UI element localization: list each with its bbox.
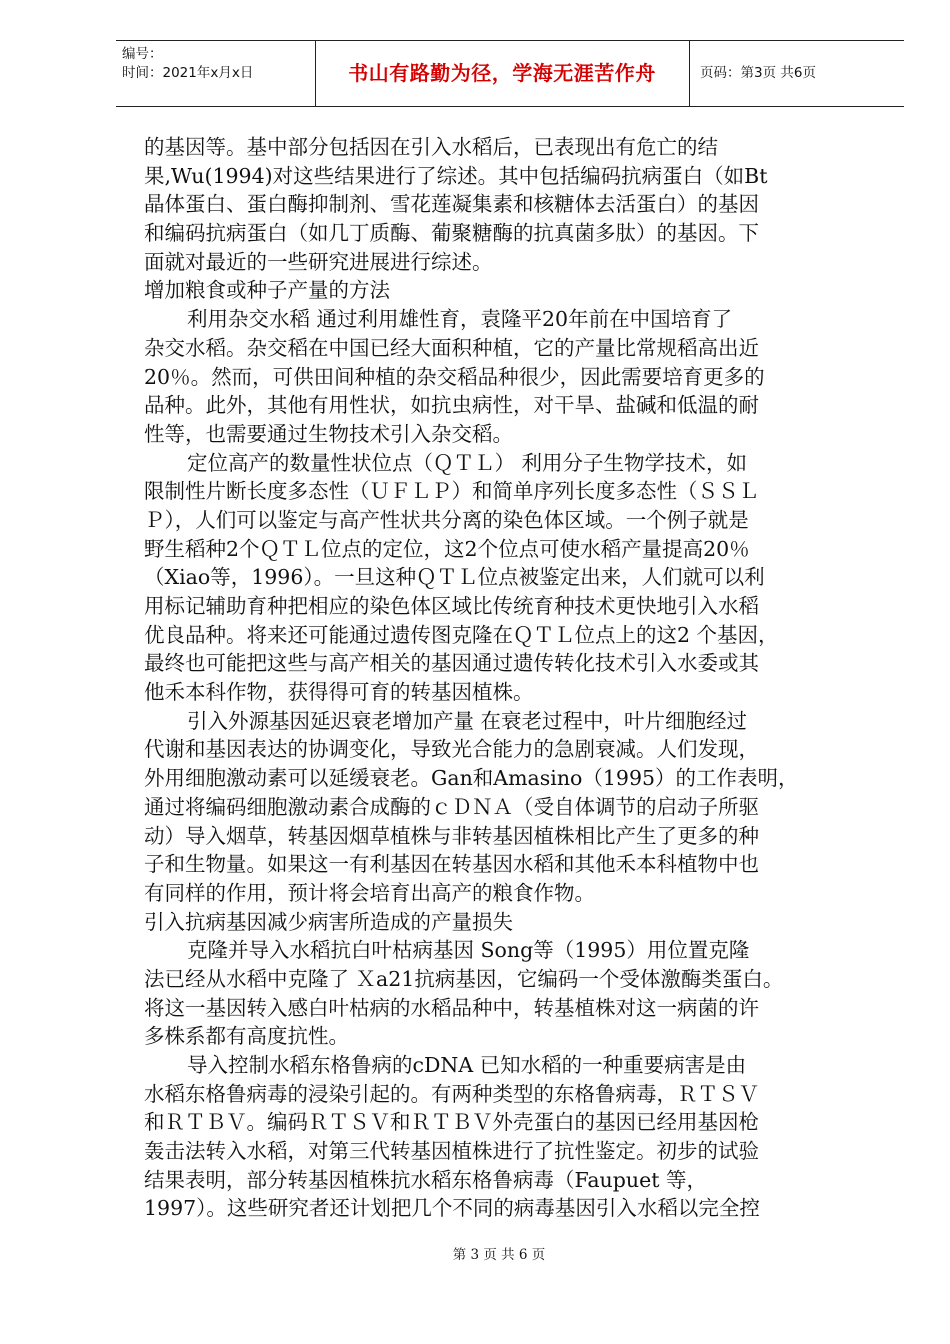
text-line: 结果表明，部分转基因植株抗水稻东格鲁病毒（Faupuet 等， [144, 1167, 707, 1192]
header-number: 编号： [122, 46, 163, 62]
text-line: 轰击法转入水稻，对第三代转基因植株进行了抗性鉴定。初步的试验 [144, 1139, 759, 1164]
text-line: 他禾本科作物，获得得可育的转基因植株。 [144, 680, 534, 705]
text-line: 法已经从水稻中克隆了 Ｘa21抗病基因，它编码一个受体激酶类蛋白。 [144, 966, 784, 991]
text-line: 杂交水稻。杂交稻在中国已经大面积种植，它的产量比常规稻高出近 [144, 335, 759, 360]
text-line: 的基因等。基中部分包括因在引入水稻后，已表现出有危亡的结 [144, 135, 718, 159]
text-line: 子和生物量。如果这一有利基因在转基因水稻和其他禾本科植物中也 [144, 852, 759, 877]
document-body [144, 133, 894, 1223]
page-header [116, 40, 904, 107]
text-line: 代谢和基因表达的协调变化，导致光合能力的急剧衰减。人们发现， [144, 737, 759, 762]
text-line: 品种。此外，其他有用性状，如抗虫病性，对干旱、盐碱和低温的耐 [144, 393, 759, 418]
text-line: 动）导入烟草，转基因烟草植株与非转基因植株相比产生了更多的种 [144, 823, 759, 848]
text-line: 性等，也需要通过生物技术引入杂交稻。 [144, 421, 513, 446]
header-meta [122, 45, 253, 83]
header-divider [689, 41, 690, 106]
text-line: 晶体蛋白、蛋白酶抑制剂、雪花莲凝集素和核糖体去活蛋白）的基因 [144, 192, 759, 217]
text-line: 面就对最近的一些研究进展进行综述。 [144, 249, 493, 274]
text-line: 引入外源基因延迟衰老增加产量 在衰老过程中，叶片细胞经过 [187, 708, 748, 733]
text-line: 定位高产的数量性状位点（ＱＴＬ） 利用分子生物学技术，如 [187, 450, 748, 475]
text-line: （Xiao等，1996）。一旦这种ＱＴＬ位点被鉴定出来，人们就可以利 [144, 565, 765, 590]
text-line: 通过将编码细胞激动素合成酶的ｃＤＮＡ（受自体调节的启动子所驱 [144, 794, 759, 819]
text-line: 最终也可能把这些与高产相关的基因通过遗传转化技术引入水委或其 [144, 651, 759, 676]
text-line: 有同样的作用，预计将会培育出高产的粮食作物。 [144, 880, 595, 905]
text-line: Ｐ），人们可以鉴定与高产性状共分离的染色体区域。一个例子就是 [144, 507, 749, 532]
text-line: 外用细胞激动素可以延缓衰老。Gan和Amasino（1995）的工作表明， [144, 766, 799, 791]
header-page-number: 页码：第3页 共6页 [700, 65, 816, 81]
page-footer: 第 3 页 共 6 页 [452, 1247, 546, 1263]
header-time: 时间：2021年x月x日 [122, 65, 254, 81]
text-line: 1997）。这些研究者还计划把几个不同的病毒基因引入水稻以完全控 [144, 1196, 760, 1221]
text-line: 利用杂交水稻 通过利用雄性育，袁隆平20年前在中国培育了 [187, 307, 733, 332]
text-line: 多株系都有高度抗性。 [144, 1024, 349, 1049]
text-line: 优良品种。将来还可能通过遗传图克隆在ＱＴＬ位点上的这2 个基因， [144, 622, 779, 647]
text-line: 限制性片断长度多态性（ＵＦＬＰ）和简单序列长度多态性（ＳＳＬ [144, 479, 759, 504]
text-line: 野生稻种2个ＱＴＬ位点的定位，这2个位点可使水稻产量提高20％ [144, 536, 750, 561]
text-line: 用标记辅助育种把相应的染色体区域比传统育种技术更快地引入水稻 [144, 594, 759, 618]
header-motto: 书山有路勤为径，学海无涯苦作舟 [348, 61, 656, 85]
text-line: 和编码抗病蛋白（如几丁质酶、葡聚糖酶的抗真菌多肽）的基因。下 [144, 221, 759, 246]
text-line: 果,Wu(1994)对这些结果进行了综述。其中包括编码抗病蛋白（如Bt [144, 163, 768, 188]
text-line: 克隆并导入水稻抗白叶枯病基因 Song等（1995）用位置克隆 [187, 938, 750, 963]
text-line: 和ＲＴＢＶ。编码ＲＴＳＶ和ＲＴＢＶ外壳蛋白的基因已经用基因枪 [144, 1110, 759, 1135]
text-line: 水稻东格鲁病毒的浸染引起的。有两种类型的东格鲁病毒，ＲＴＳＶ [144, 1081, 759, 1106]
text-line: 20％。然而，可供田间种植的杂交稻品种很少，因此需要培育更多的 [144, 364, 765, 389]
text-line: 导入控制水稻东格鲁病的cDNA 已知水稻的一种重要病害是由 [187, 1053, 747, 1077]
section-heading: 引入抗病基因减少病害所造成的产量损失 [144, 909, 513, 934]
section-heading: 增加粮食或种子产量的方法 [144, 278, 390, 303]
text-line: 将这一基因转入感白叶枯病的水稻品种中，转基植株对这一病菌的许 [144, 995, 759, 1020]
